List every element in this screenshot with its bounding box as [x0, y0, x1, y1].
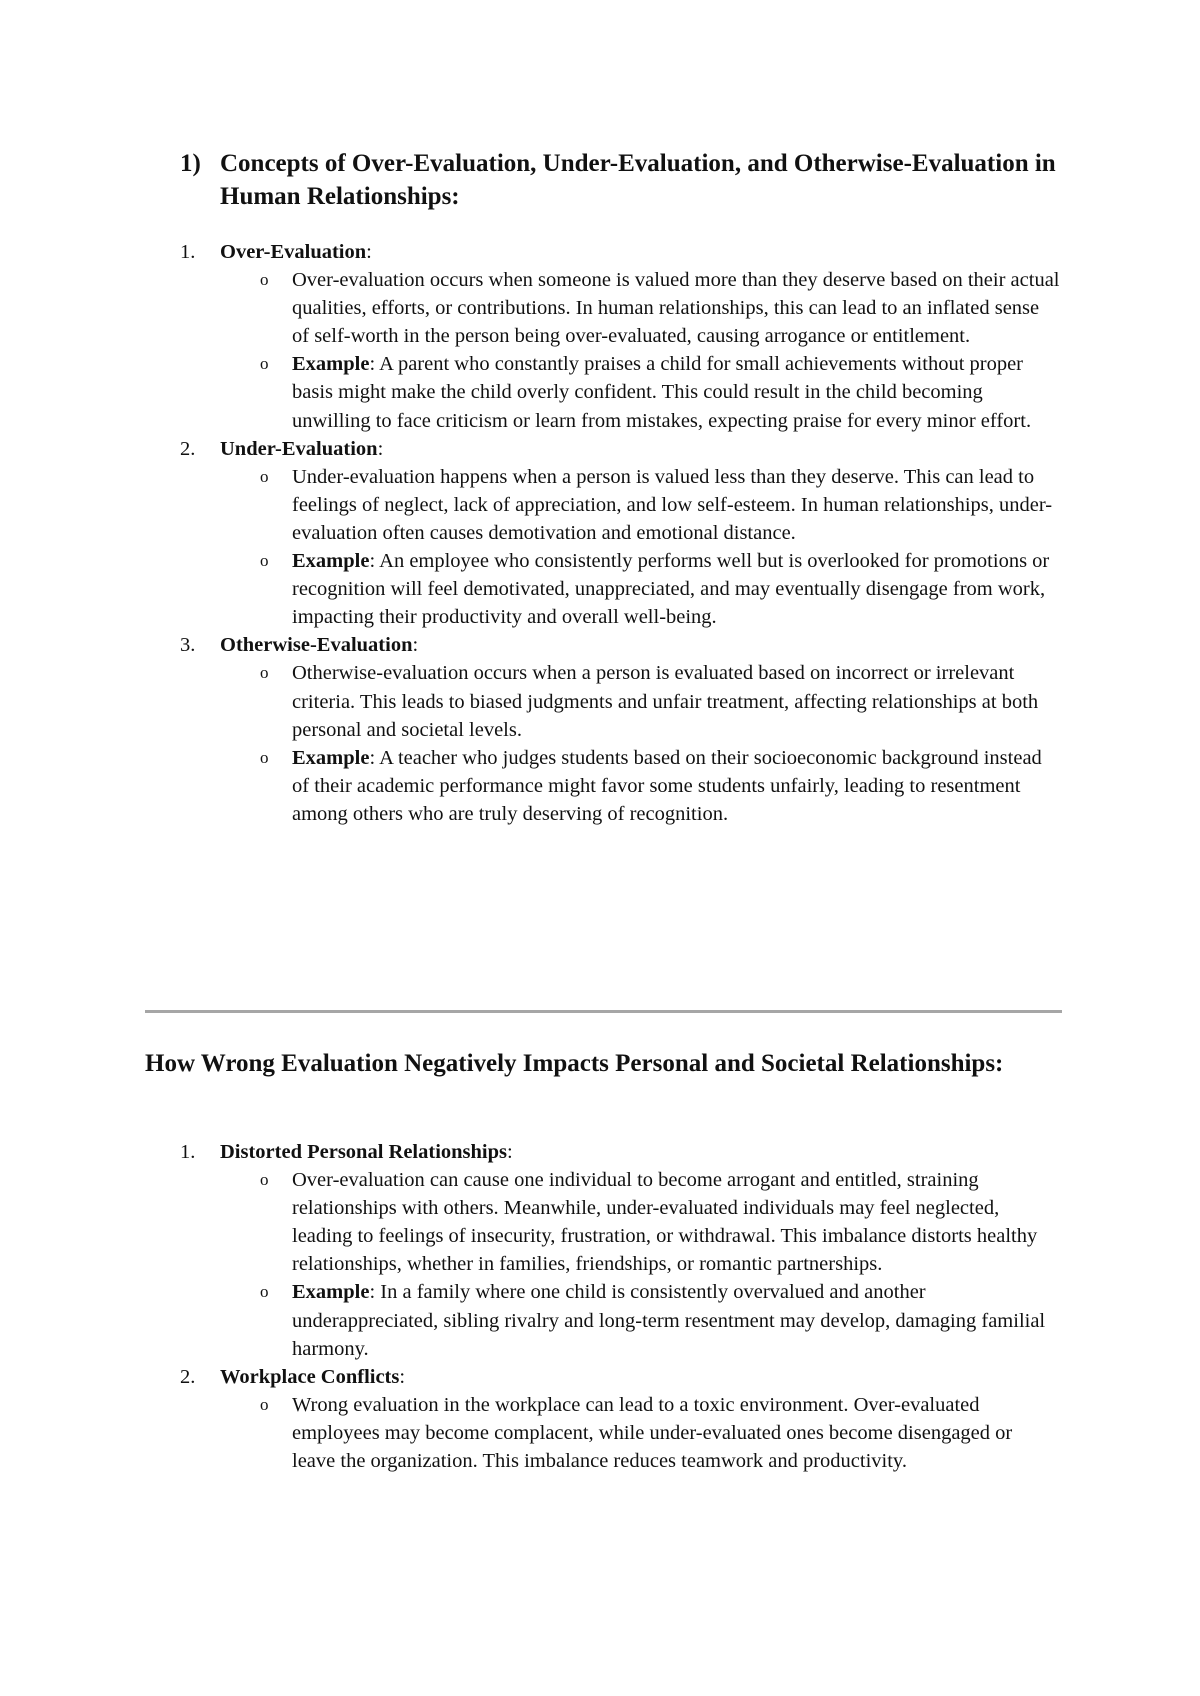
section-1-number: 1): [180, 150, 201, 177]
bullet-marker: o: [260, 270, 269, 290]
list-item-otherwise-evaluation: [180, 631, 1060, 828]
section-1-title: Concepts of Over-Evaluation, Under-Evaluation, and Otherwise-Evaluation in Human Relationships:: [220, 150, 1056, 210]
list-item-title: Otherwise-Evaluation:: [220, 634, 419, 657]
bullet-item-example: [220, 1278, 1060, 1362]
list-item-over-evaluation: [180, 238, 1060, 435]
bullet-text: : A teacher who judges students based on their socioeconomic background instead of their academic performance might favor some students unfairly, leading to resentment among others who are truly deserving of recognition.: [292, 746, 1042, 825]
list-item-title: Workplace Conflicts:: [220, 1365, 406, 1388]
section-1-list: [180, 238, 1060, 828]
list-item-number: 1.: [180, 1141, 196, 1163]
bullet-item: [220, 266, 1060, 350]
bullet-marker: o: [260, 1282, 269, 1302]
bullet-item: [220, 463, 1060, 547]
list-item-title: Distorted Personal Relationships:: [220, 1141, 513, 1163]
list-item-number: 1.: [180, 241, 196, 263]
list-item-number: 3.: [180, 634, 196, 657]
bullet-item-example: [220, 744, 1060, 828]
bullet-label: Example: [292, 746, 370, 769]
horizontal-divider: [145, 1010, 1062, 1013]
bullet-item: [220, 659, 1060, 743]
bullet-marker: o: [260, 466, 269, 486]
bullet-marker: o: [260, 663, 269, 683]
bullet-marker: o: [260, 354, 269, 374]
bullet-text: : A parent who constantly praises a child for small achievements without proper basis might make the child overly confident. This could result in the child becoming unwilling to face criticism or learn from mistakes, expecting praise for every minor effort.: [292, 353, 1032, 432]
bullet-text: : In a family where one child is consistently overvalued and another underappreciated, sibling rivalry and long-term resentment may develop, damaging familial harmony.: [292, 1281, 1046, 1360]
bullet-text: Over-evaluation can cause one individual to become arrogant and entitled, straining relationships with others. Meanwhile, under-evaluated individuals may feel neglected, leading to feelings of insecurity, frustration, or withdrawal. This imbalance distorts healthy relationships, whether in families, friendships, or romantic partnerships.: [292, 1169, 1038, 1276]
bullet-marker: o: [260, 747, 269, 767]
bullet-label: Example: [292, 1281, 370, 1304]
bullet-text: Wrong evaluation in the workplace can lead to a toxic environment. Over-evaluated employees may become complacent, while under-evaluated ones become disengaged or leave the organization. This imbalance reduces teamwork and productivity.: [292, 1393, 1013, 1473]
list-item-distorted-personal-relationships: [180, 1138, 1060, 1363]
list-item-number: 2.: [180, 1365, 196, 1388]
bullet-item: [220, 1391, 1060, 1475]
bullet-label: Example: [292, 353, 370, 376]
bullet-text: : An employee who consistently performs well but is overlooked for promotions or recognition will feel demotivated, unappreciated, and may eventually disengage from work, impacting their productivity and overall well-being.: [292, 550, 1050, 629]
list-item-workplace-conflicts: [180, 1363, 1060, 1475]
bullet-item-example: [220, 350, 1060, 434]
list-item-title: Under-Evaluation:: [220, 437, 384, 460]
section-1-heading: [180, 147, 1080, 213]
list-item-title: Over-Evaluation:: [220, 241, 372, 263]
bullet-text: Otherwise-evaluation occurs when a person is evaluated based on incorrect or irrelevant criteria. This leads to biased judgments and unfair treatment, affecting relationships at both personal and societal levels.: [292, 662, 1039, 741]
section-2-list: [180, 1138, 1060, 1475]
section-2-title: How Wrong Evaluation Negatively Impacts Personal and Societal Relationships:: [145, 1050, 1004, 1077]
bullet-marker: o: [260, 551, 269, 571]
bullet-text: Under-evaluation happens when a person is valued less than they deserve. This can lead to feelings of neglect, lack of appreciation, and low self-esteem. In human relationships, under-evaluation often causes demotivation and emotional distance.: [292, 465, 1053, 544]
bullet-item: [220, 1166, 1060, 1278]
bullet-text: Over-evaluation occurs when someone is valued more than they deserve based on their actual qualities, efforts, or contributions. In human relationships, this can lead to an inflated sense of self-worth in the person being over-evaluated, causing arrogance or entitlement.: [292, 269, 1060, 348]
list-item-number: 2.: [180, 437, 196, 460]
bullet-marker: o: [260, 1170, 269, 1190]
bullet-marker: o: [260, 1394, 269, 1414]
bullet-label: Example: [292, 550, 370, 573]
bullet-item-example: [220, 547, 1060, 631]
list-item-under-evaluation: [180, 435, 1060, 632]
